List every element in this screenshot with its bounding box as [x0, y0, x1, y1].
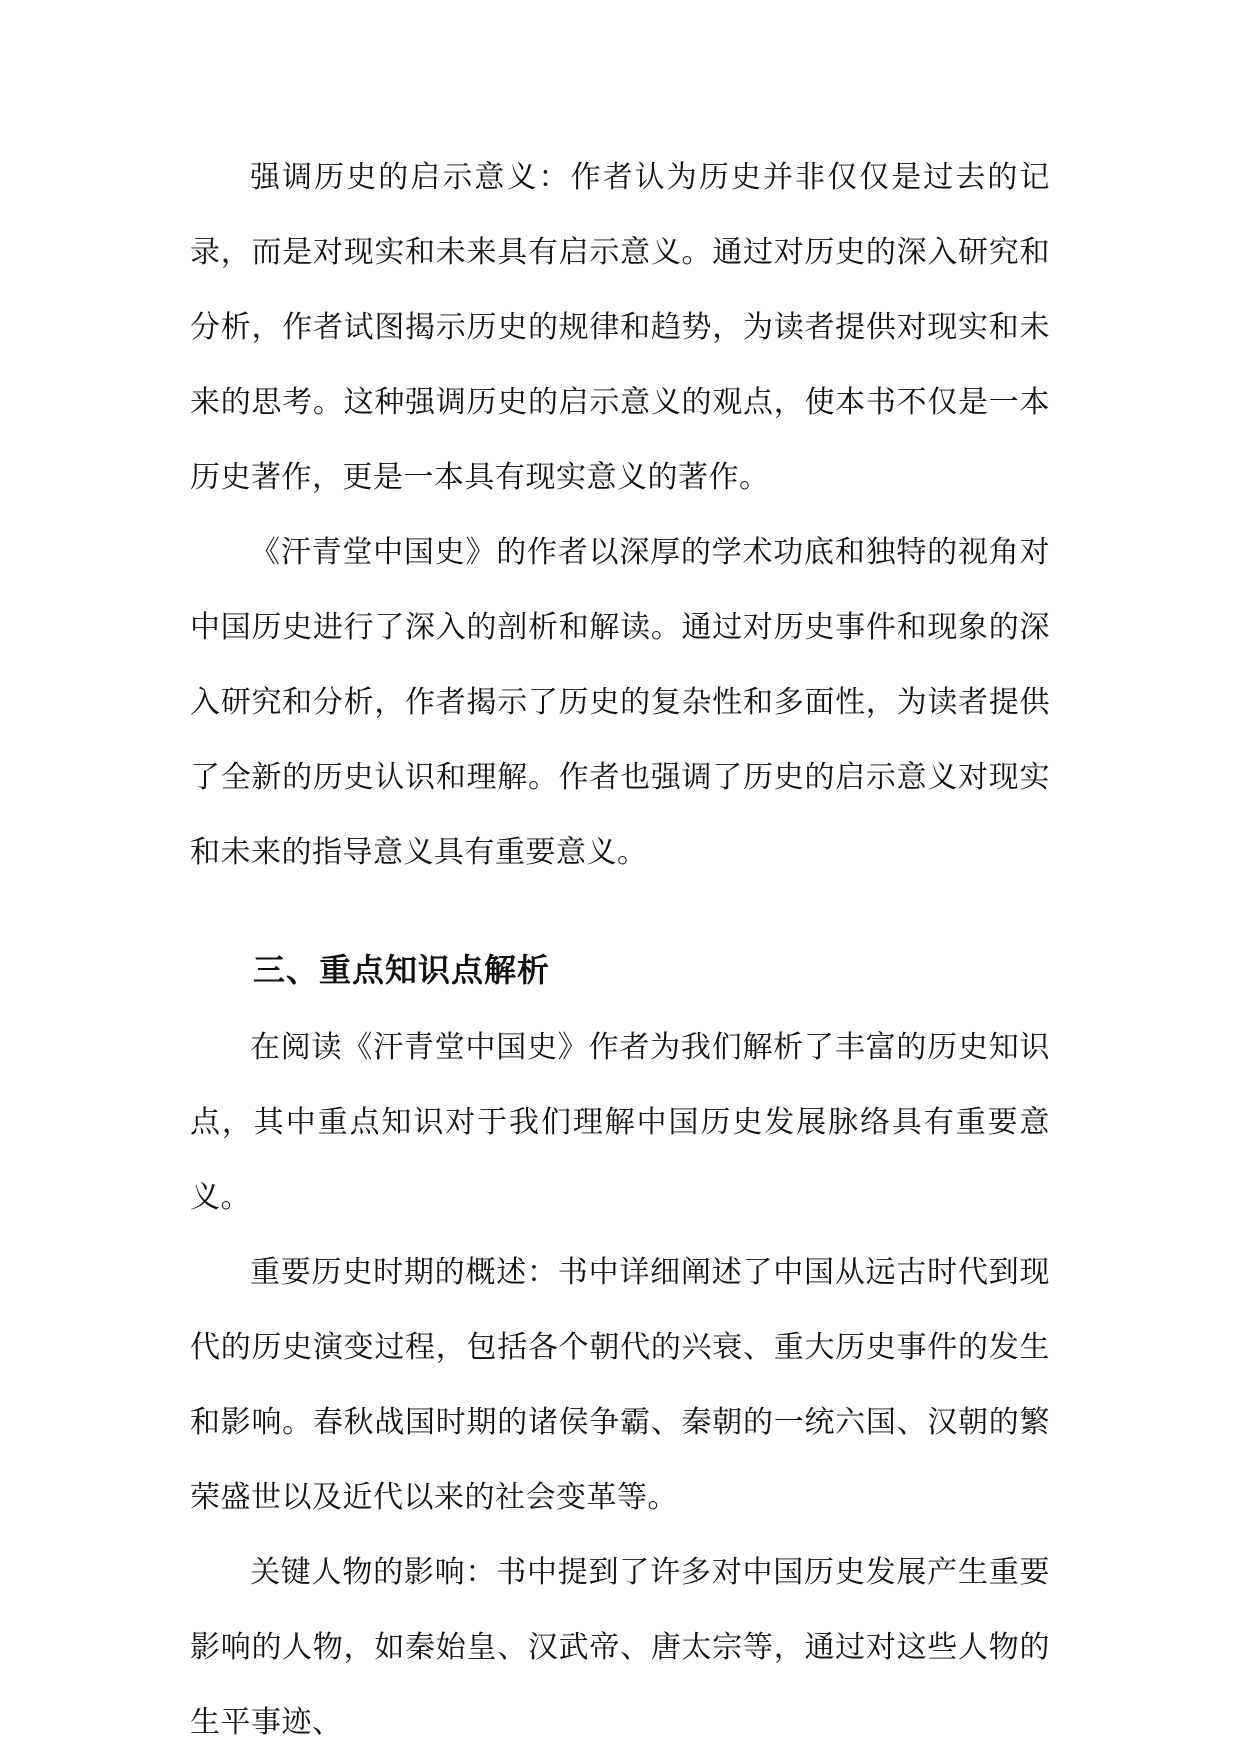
section-heading: 三、重点知识点解析	[253, 951, 551, 989]
paragraph-knowledge-intro: 在阅读《汗青堂中国史》作者为我们解析了丰富的历史知识点，其中重点知识对于我们理解中国历史发展脉络具有重要意义。	[190, 1030, 1050, 1215]
paragraph-key-figures: 关键人物的影响：书中提到了许多对中国历史发展产生重要影响的人物，如秦始皇、汉武帝、唐太宗等，通过对这些人物的生平事迹、	[190, 1555, 1050, 1740]
paragraph-author-analysis: 《汗青堂中国史》的作者以深厚的学术功底和独特的视角对中国历史进行了深入的剖析和解读。通过对历史事件和现象的深入研究和分析，作者揭示了历史的复杂性和多面性，为读者提供了全新的历史认识和理解。作者也强调了历史的启示意义对现实和未来的指导意义具有重要意义。	[190, 535, 1050, 870]
paragraph-historical-enlightenment: 强调历史的启示意义：作者认为历史并非仅仅是过去的记录，而是对现实和未来具有启示意义。通过对历史的深入研究和分析，作者试图揭示历史的规律和趋势，为读者提供对现实和未来的思考。这种强调历史的启示意义的观点，使本书不仅是一本历史著作，更是一本具有现实意义的著作。	[190, 160, 1050, 495]
document-body	[190, 140, 1050, 1760]
paragraph-historical-periods: 重要历史时期的概述：书中详细阐述了中国从远古时代到现代的历史演变过程，包括各个朝代的兴衰、重大历史事件的发生和影响。春秋战国时期的诸侯争霸、秦朝的一统六国、汉朝的繁荣盛世以及近代以来的社会变革等。	[190, 1255, 1050, 1515]
